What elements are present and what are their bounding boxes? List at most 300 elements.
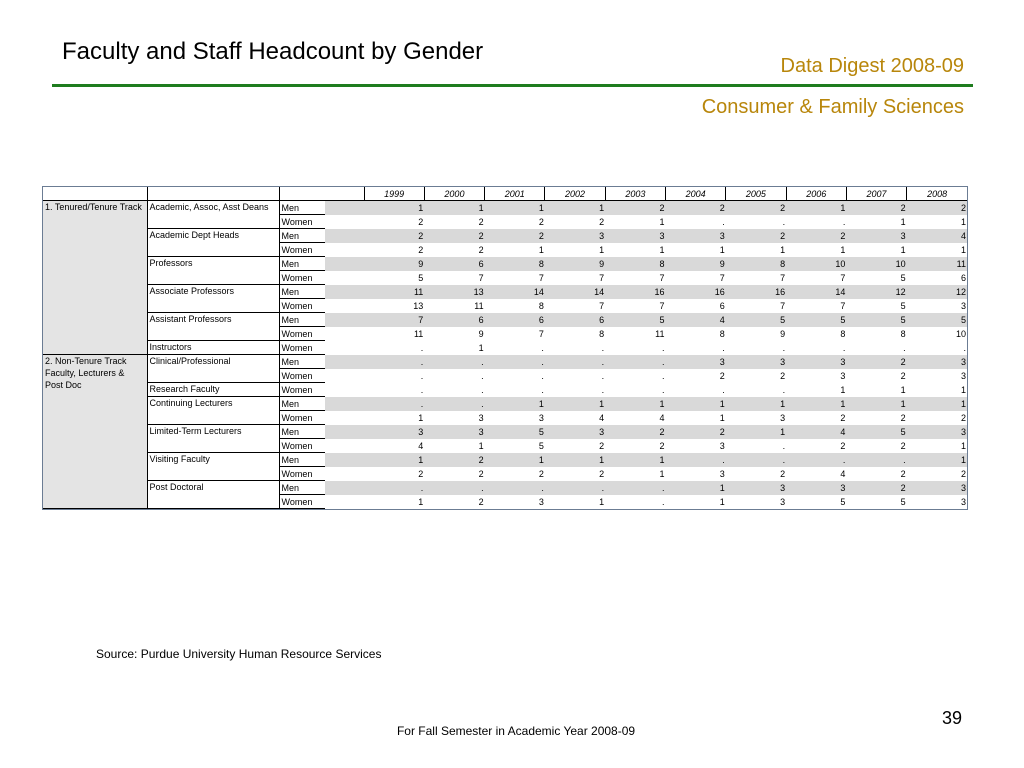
value-cell: 2	[846, 411, 906, 425]
value-cell: 2	[726, 229, 786, 243]
header-divider	[52, 84, 973, 87]
value-cell: 8	[726, 257, 786, 271]
value-cell: .	[665, 383, 725, 397]
group-label: Academic Dept Heads	[147, 229, 279, 257]
table-row	[43, 453, 967, 467]
group-label: Associate Professors	[147, 285, 279, 313]
value-cell: 1	[665, 495, 725, 509]
value-cell: 6	[545, 313, 605, 327]
value-cell: 5	[485, 425, 545, 439]
value-cell: .	[424, 397, 484, 411]
value-cell: .	[424, 383, 484, 397]
group-label: Limited-Term Lecturers	[147, 425, 279, 453]
value-cell: 1	[605, 453, 665, 467]
value-cell: 12	[907, 285, 967, 299]
value-cell: .	[726, 439, 786, 453]
value-cell: 3	[605, 229, 665, 243]
value-cell: 1	[545, 201, 605, 215]
spacer-cell	[325, 411, 364, 425]
value-cell: 7	[485, 327, 545, 341]
value-cell: .	[364, 397, 424, 411]
header-blank-sex	[279, 187, 325, 201]
value-cell: .	[424, 369, 484, 383]
sex-label: Women	[279, 369, 325, 383]
value-cell: 2	[907, 201, 967, 215]
value-cell: 1	[364, 453, 424, 467]
value-cell: 6	[665, 299, 725, 313]
value-cell: .	[364, 355, 424, 369]
group-label: Professors	[147, 257, 279, 285]
value-cell: 10	[846, 257, 906, 271]
sex-label: Women	[279, 271, 325, 285]
year-header-2008: 2008	[907, 187, 967, 201]
value-cell: 14	[485, 285, 545, 299]
value-cell: 2	[545, 215, 605, 229]
value-cell: 7	[605, 299, 665, 313]
value-cell: 1	[545, 495, 605, 509]
value-cell: 3	[485, 495, 545, 509]
value-cell: 4	[786, 425, 846, 439]
sex-label: Women	[279, 299, 325, 313]
value-cell: .	[364, 383, 424, 397]
value-cell: 3	[786, 369, 846, 383]
value-cell: 1	[907, 243, 967, 257]
value-cell: 2	[786, 229, 846, 243]
value-cell: 3	[907, 299, 967, 313]
value-cell: 1	[726, 397, 786, 411]
value-cell: .	[485, 481, 545, 495]
value-cell: 2	[665, 425, 725, 439]
value-cell: 1	[364, 411, 424, 425]
value-cell: .	[605, 369, 665, 383]
value-cell: 6	[485, 313, 545, 327]
headcount-table-container	[42, 186, 968, 510]
sex-label: Women	[279, 215, 325, 229]
value-cell: 1	[364, 201, 424, 215]
spacer-cell	[325, 439, 364, 453]
value-cell: 2	[846, 481, 906, 495]
value-cell: 2	[485, 467, 545, 481]
value-cell: 9	[364, 257, 424, 271]
group-label: Clinical/Professional	[147, 355, 279, 383]
sex-label: Women	[279, 495, 325, 509]
value-cell: 1	[485, 397, 545, 411]
value-cell: 2	[846, 467, 906, 481]
value-cell: 1	[907, 453, 967, 467]
value-cell: .	[545, 369, 605, 383]
value-cell: .	[605, 355, 665, 369]
table-row	[43, 229, 967, 243]
value-cell: 2	[364, 243, 424, 257]
table-row	[43, 285, 967, 299]
sex-label: Men	[279, 355, 325, 369]
year-header-2001: 2001	[485, 187, 545, 201]
value-cell: 1	[726, 425, 786, 439]
value-cell: 6	[907, 271, 967, 285]
value-cell: 3	[786, 481, 846, 495]
spacer-cell	[325, 229, 364, 243]
value-cell: 7	[605, 271, 665, 285]
value-cell: 1	[907, 215, 967, 229]
value-cell: 3	[665, 229, 725, 243]
sex-label: Women	[279, 341, 325, 355]
value-cell: 2	[424, 467, 484, 481]
value-cell: 7	[545, 299, 605, 313]
value-cell: 11	[605, 327, 665, 341]
table-row	[43, 201, 967, 215]
value-cell: 2	[726, 369, 786, 383]
value-cell: 14	[545, 285, 605, 299]
value-cell: 1	[665, 481, 725, 495]
value-cell: 1	[665, 411, 725, 425]
value-cell: 5	[605, 313, 665, 327]
year-header-2007: 2007	[846, 187, 906, 201]
year-header-2005: 2005	[726, 187, 786, 201]
value-cell: .	[726, 453, 786, 467]
value-cell: 9	[726, 327, 786, 341]
value-cell: 2	[364, 215, 424, 229]
value-cell: 3	[665, 467, 725, 481]
digest-label: Data Digest 2008-09	[780, 55, 964, 77]
value-cell: 2	[665, 369, 725, 383]
sex-label: Men	[279, 397, 325, 411]
value-cell: .	[485, 355, 545, 369]
value-cell: 5	[786, 495, 846, 509]
year-header-row	[43, 187, 967, 201]
value-cell: 3	[485, 411, 545, 425]
category-label: 1. Tenured/Tenure Track	[43, 201, 147, 355]
value-cell: 16	[605, 285, 665, 299]
value-cell: 11	[424, 299, 484, 313]
spacer-cell	[325, 453, 364, 467]
value-cell: 1	[605, 243, 665, 257]
value-cell: 7	[424, 271, 484, 285]
value-cell: 3	[907, 425, 967, 439]
value-cell: 8	[786, 327, 846, 341]
page-number: 39	[941, 708, 962, 728]
value-cell: 3	[846, 229, 906, 243]
sex-label: Men	[279, 229, 325, 243]
value-cell: 1	[786, 383, 846, 397]
value-cell: 11	[907, 257, 967, 271]
spacer-cell	[325, 271, 364, 285]
value-cell: 3	[545, 425, 605, 439]
value-cell: 13	[424, 285, 484, 299]
value-cell: 1	[485, 243, 545, 257]
spacer-cell	[325, 341, 364, 355]
value-cell: .	[605, 383, 665, 397]
value-cell: 3	[907, 481, 967, 495]
value-cell: 2	[424, 243, 484, 257]
value-cell: 8	[485, 299, 545, 313]
value-cell: 10	[907, 327, 967, 341]
value-cell: 1	[846, 383, 906, 397]
value-cell: .	[726, 215, 786, 229]
value-cell: 1	[907, 383, 967, 397]
value-cell: 1	[786, 397, 846, 411]
value-cell: 2	[605, 425, 665, 439]
category-label: 2. Non-Tenure Track Faculty, Lecturers & Post Doc	[43, 355, 147, 509]
value-cell: 4	[786, 467, 846, 481]
spacer-cell	[325, 243, 364, 257]
value-cell: 3	[726, 411, 786, 425]
value-cell: 5	[846, 425, 906, 439]
value-cell: 4	[665, 313, 725, 327]
value-cell: .	[605, 481, 665, 495]
value-cell: 10	[786, 257, 846, 271]
value-cell: 1	[786, 243, 846, 257]
group-label: Continuing Lecturers	[147, 397, 279, 425]
value-cell: 1	[665, 397, 725, 411]
value-cell: 7	[726, 299, 786, 313]
value-cell: .	[364, 341, 424, 355]
value-cell: 2	[424, 495, 484, 509]
value-cell: 12	[846, 285, 906, 299]
value-cell: .	[545, 481, 605, 495]
value-cell: 2	[364, 229, 424, 243]
value-cell: .	[786, 341, 846, 355]
group-label: Academic, Assoc, Asst Deans	[147, 201, 279, 229]
table-row	[43, 355, 967, 369]
value-cell: 4	[907, 229, 967, 243]
sex-label: Women	[279, 383, 325, 397]
value-cell: 2	[364, 467, 424, 481]
value-cell: 1	[424, 341, 484, 355]
value-cell: 7	[726, 271, 786, 285]
value-cell: 16	[665, 285, 725, 299]
value-cell: 2	[545, 439, 605, 453]
spacer-cell	[325, 299, 364, 313]
value-cell: 3	[424, 411, 484, 425]
sex-label: Women	[279, 467, 325, 481]
value-cell: 5	[364, 271, 424, 285]
value-cell: 1	[665, 243, 725, 257]
value-cell: 2	[907, 411, 967, 425]
value-cell: 5	[846, 271, 906, 285]
value-cell: 2	[786, 439, 846, 453]
value-cell: .	[424, 481, 484, 495]
value-cell: 1	[846, 215, 906, 229]
value-cell: 6	[424, 313, 484, 327]
value-cell: 7	[786, 271, 846, 285]
value-cell: 1	[364, 495, 424, 509]
value-cell: 1	[726, 243, 786, 257]
table-row	[43, 341, 967, 355]
value-cell: 1	[907, 397, 967, 411]
value-cell: 3	[726, 355, 786, 369]
value-cell: 1	[846, 243, 906, 257]
value-cell: 4	[605, 411, 665, 425]
spacer-cell	[325, 327, 364, 341]
spacer-cell	[325, 257, 364, 271]
value-cell: .	[545, 341, 605, 355]
table-row	[43, 313, 967, 327]
year-header-2002: 2002	[545, 187, 605, 201]
value-cell: 3	[907, 369, 967, 383]
value-cell: .	[485, 383, 545, 397]
value-cell: 4	[545, 411, 605, 425]
value-cell: 3	[786, 355, 846, 369]
spacer-cell	[325, 397, 364, 411]
value-cell: .	[907, 341, 967, 355]
sex-label: Men	[279, 257, 325, 271]
table-row	[43, 257, 967, 271]
year-header-2000: 2000	[424, 187, 484, 201]
department-label: Consumer & Family Sciences	[701, 96, 964, 118]
value-cell: 2	[424, 453, 484, 467]
value-cell: 1	[605, 215, 665, 229]
value-cell: 1	[786, 201, 846, 215]
sex-label: Men	[279, 481, 325, 495]
value-cell: 1	[485, 201, 545, 215]
spacer-cell	[325, 355, 364, 369]
value-cell: 11	[364, 327, 424, 341]
group-label: Post Doctoral	[147, 481, 279, 509]
value-cell: 9	[424, 327, 484, 341]
year-header-2006: 2006	[786, 187, 846, 201]
value-cell: .	[665, 215, 725, 229]
value-cell: 8	[846, 327, 906, 341]
value-cell: 3	[364, 425, 424, 439]
value-cell: 5	[907, 313, 967, 327]
value-cell: 3	[907, 495, 967, 509]
value-cell: .	[665, 341, 725, 355]
value-cell: 2	[485, 215, 545, 229]
sex-label: Men	[279, 201, 325, 215]
spacer-cell	[325, 425, 364, 439]
group-label: Assistant Professors	[147, 313, 279, 341]
value-cell: 1	[545, 453, 605, 467]
sex-label: Men	[279, 453, 325, 467]
page-title: Faculty and Staff Headcount by Gender	[62, 38, 484, 65]
group-label: Research Faculty	[147, 383, 279, 397]
value-cell: 3	[726, 481, 786, 495]
value-cell: 9	[545, 257, 605, 271]
value-cell: 2	[605, 201, 665, 215]
value-cell: .	[545, 383, 605, 397]
spacer-cell	[325, 495, 364, 509]
sex-label: Women	[279, 243, 325, 257]
value-cell: 1	[424, 201, 484, 215]
header-blank-spacer	[325, 187, 364, 201]
group-label: Instructors	[147, 341, 279, 355]
value-cell: 1	[846, 397, 906, 411]
value-cell: 2	[424, 229, 484, 243]
value-cell: 1	[907, 439, 967, 453]
value-cell: 3	[907, 355, 967, 369]
value-cell: 2	[726, 467, 786, 481]
spacer-cell	[325, 369, 364, 383]
year-header-2003: 2003	[605, 187, 665, 201]
value-cell: 7	[786, 299, 846, 313]
table-row	[43, 481, 967, 495]
value-cell: 1	[545, 243, 605, 257]
value-cell: 5	[846, 299, 906, 313]
table-row	[43, 383, 967, 397]
sex-label: Women	[279, 411, 325, 425]
value-cell: 1	[545, 397, 605, 411]
value-cell: 8	[485, 257, 545, 271]
value-cell: 3	[665, 355, 725, 369]
sex-label: Women	[279, 439, 325, 453]
value-cell: 8	[545, 327, 605, 341]
header-blank-category	[43, 187, 147, 201]
value-cell: .	[485, 341, 545, 355]
value-cell: 7	[665, 271, 725, 285]
value-cell: 5	[726, 313, 786, 327]
value-cell: 2	[846, 439, 906, 453]
value-cell: 3	[424, 425, 484, 439]
value-cell: 6	[424, 257, 484, 271]
value-cell: 5	[485, 439, 545, 453]
value-cell: 5	[846, 313, 906, 327]
value-cell: .	[545, 355, 605, 369]
value-cell: .	[364, 369, 424, 383]
value-cell: 1	[485, 453, 545, 467]
value-cell: 2	[846, 201, 906, 215]
spacer-cell	[325, 285, 364, 299]
value-cell: 1	[424, 439, 484, 453]
value-cell: 2	[846, 355, 906, 369]
value-cell: .	[786, 453, 846, 467]
value-cell: .	[424, 355, 484, 369]
value-cell: .	[665, 453, 725, 467]
value-cell: 1	[605, 397, 665, 411]
sex-label: Men	[279, 425, 325, 439]
value-cell: 2	[726, 201, 786, 215]
value-cell: 2	[545, 467, 605, 481]
group-label: Visiting Faculty	[147, 453, 279, 481]
value-cell: .	[846, 453, 906, 467]
footer-note: For Fall Semester in Academic Year 2008-09	[396, 724, 636, 738]
value-cell: 7	[364, 313, 424, 327]
value-cell: .	[786, 215, 846, 229]
spacer-cell	[325, 313, 364, 327]
value-cell: 5	[786, 313, 846, 327]
sex-label: Men	[279, 285, 325, 299]
spacer-cell	[325, 481, 364, 495]
sex-label: Women	[279, 327, 325, 341]
value-cell: 3	[726, 495, 786, 509]
source-note: Source: Purdue University Human Resource Services	[96, 647, 382, 661]
value-cell: 13	[364, 299, 424, 313]
value-cell: 1	[605, 467, 665, 481]
value-cell: 14	[786, 285, 846, 299]
value-cell: 2	[846, 369, 906, 383]
year-header-1999: 1999	[364, 187, 424, 201]
value-cell: 8	[665, 327, 725, 341]
value-cell: .	[605, 341, 665, 355]
value-cell: .	[605, 495, 665, 509]
value-cell: 11	[364, 285, 424, 299]
value-cell: 16	[726, 285, 786, 299]
year-header-2004: 2004	[665, 187, 725, 201]
spacer-cell	[325, 215, 364, 229]
value-cell: .	[846, 341, 906, 355]
value-cell: .	[364, 481, 424, 495]
value-cell: 5	[846, 495, 906, 509]
value-cell: 7	[545, 271, 605, 285]
header-blank-group	[147, 187, 279, 201]
value-cell: .	[485, 369, 545, 383]
sex-label: Men	[279, 313, 325, 327]
spacer-cell	[325, 201, 364, 215]
value-cell: 2	[424, 215, 484, 229]
value-cell: 9	[665, 257, 725, 271]
headcount-table	[43, 187, 967, 509]
spacer-cell	[325, 383, 364, 397]
value-cell: 2	[485, 229, 545, 243]
